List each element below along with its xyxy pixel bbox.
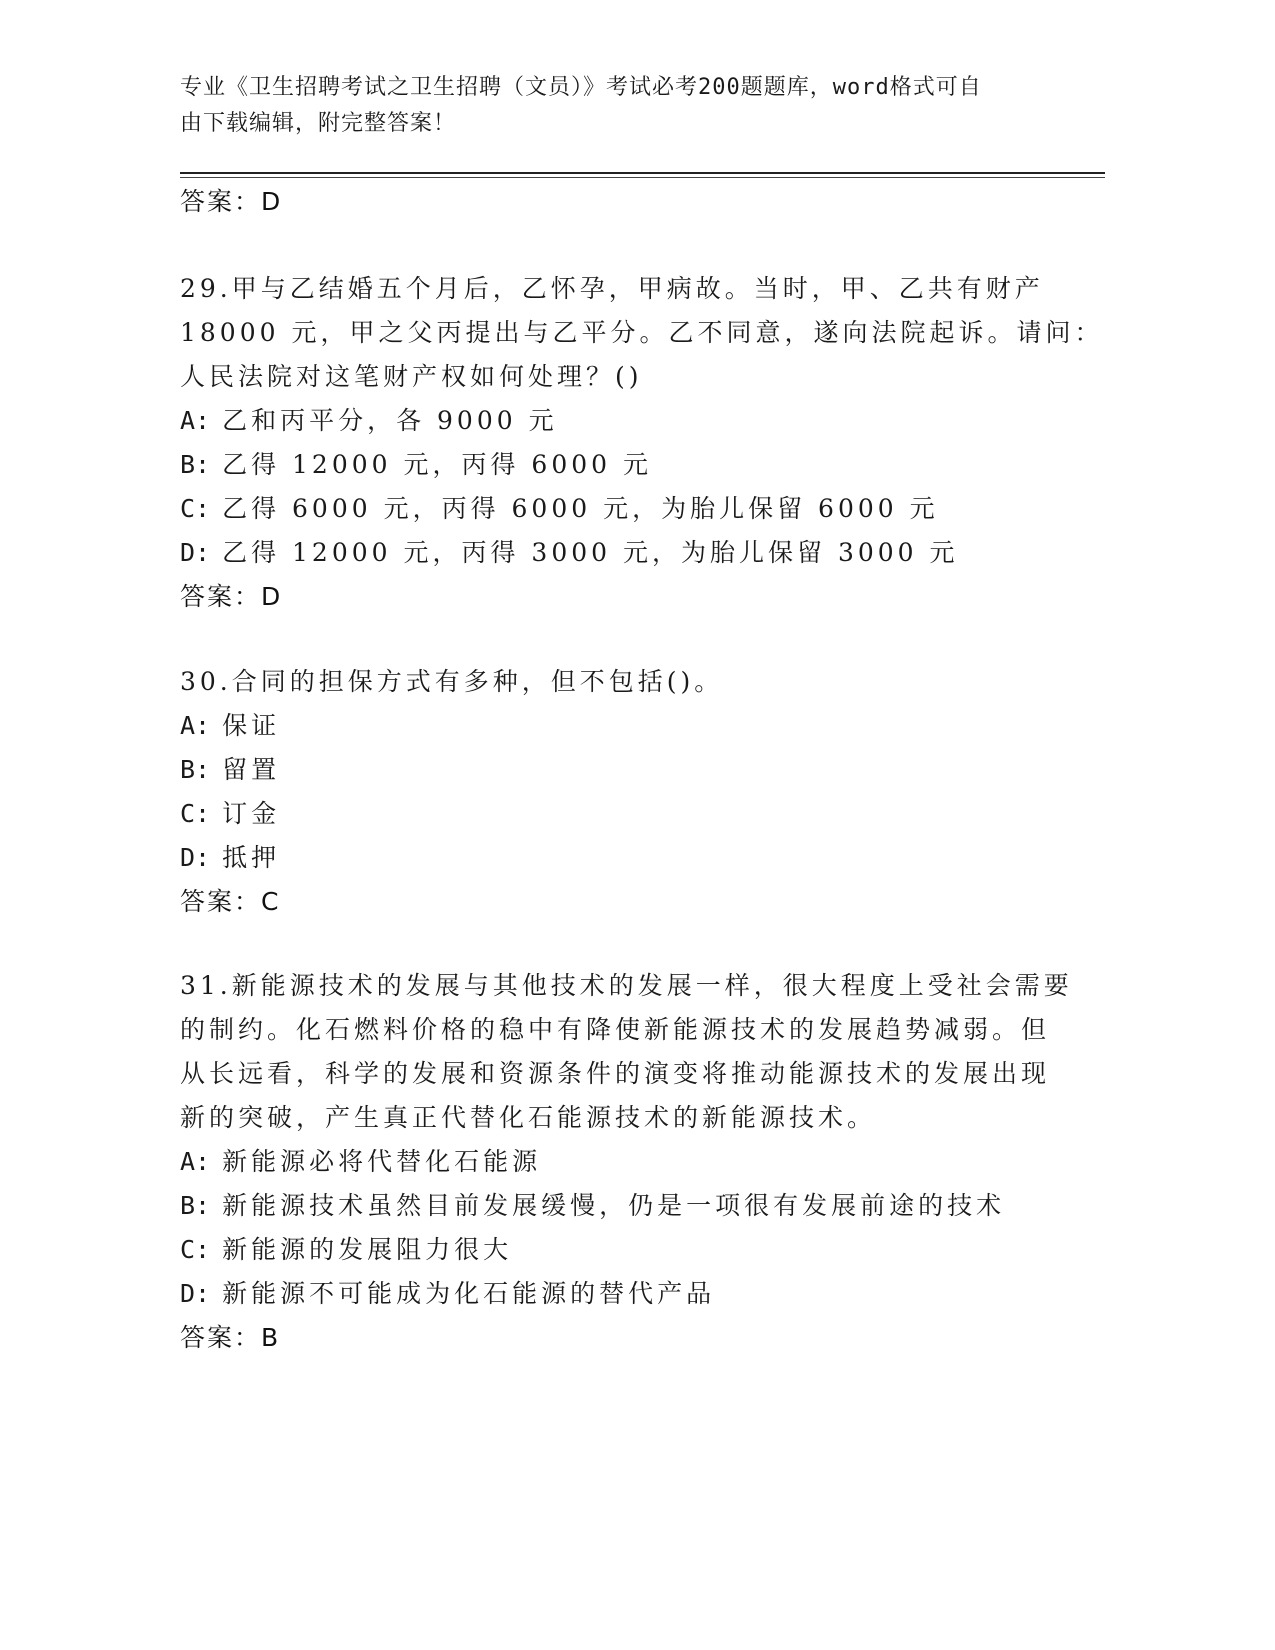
option-text: 乙得 12000 元，丙得 6000 元 (222, 450, 653, 479)
question-30 (180, 660, 1060, 924)
option-d (180, 1272, 1060, 1316)
answer: 答案：D (180, 582, 283, 611)
option-key: D: (180, 538, 211, 567)
option-text: 乙得 6000 元，丙得 6000 元，为胎儿保留 6000 元 (222, 494, 939, 523)
answer: 答案：B (180, 1323, 281, 1352)
option-key: C: (180, 799, 211, 828)
option-key: B: (180, 450, 211, 479)
option-key: B: (180, 755, 211, 784)
option-key: A: (180, 406, 211, 435)
option-key: C: (180, 494, 211, 523)
option-text: 留置 (222, 755, 281, 784)
question-stem-line: 从长远看，科学的发展和资源条件的演变将推动能源技术的发展出现 (180, 1059, 1051, 1088)
header-line-2: 由下载编辑，附完整答案！ (180, 111, 457, 136)
option-c (180, 1228, 1060, 1272)
option-key: A: (180, 1147, 211, 1176)
option-c (180, 487, 1060, 531)
question-31 (180, 964, 1073, 1360)
option-a (180, 704, 1060, 748)
document-header (180, 70, 1040, 142)
option-text: 乙和丙平分，各 9000 元 (222, 406, 558, 435)
option-text: 新能源技术虽然目前发展缓慢，仍是一项很有发展前途的技术 (222, 1191, 1006, 1220)
option-b (180, 1184, 1060, 1228)
previous-answer-block (180, 180, 1060, 224)
question-stem-line: 18000 元，甲之父丙提出与乙平分。乙不同意，遂向法院起诉。请问： (180, 318, 1104, 347)
option-d (180, 836, 1060, 880)
question-stem-line: 30.合同的担保方式有多种，但不包括()。 (180, 667, 724, 696)
option-b (180, 443, 1060, 487)
option-d (180, 531, 1060, 575)
option-text: 保证 (222, 711, 281, 740)
option-text: 乙得 12000 元，丙得 3000 元，为胎儿保留 3000 元 (222, 538, 959, 567)
header-divider-thick (180, 172, 1105, 174)
option-a (180, 1140, 1060, 1184)
option-key: A: (180, 711, 211, 740)
option-text: 抵押 (222, 843, 281, 872)
option-text: 订金 (222, 799, 281, 828)
option-text: 新能源必将代替化石能源 (222, 1147, 542, 1176)
question-stem-line: 新的突破，产生真正代替化石能源技术的新能源技术。 (180, 1103, 877, 1132)
option-key: B: (180, 1191, 211, 1220)
header-line-1: 专业《卫生招聘考试之卫生招聘（文员）》考试必考200题题库，word格式可自 (180, 75, 982, 100)
previous-answer: 答案：D (180, 187, 283, 216)
question-29 (180, 267, 1104, 619)
option-key: C: (180, 1235, 211, 1264)
option-a (180, 399, 1060, 443)
answer: 答案：C (180, 887, 281, 916)
option-text: 新能源的发展阻力很大 (222, 1235, 513, 1264)
question-stem-line: 人民法院对这笔财产权如何处理？() (180, 362, 643, 391)
option-key: D: (180, 1279, 211, 1308)
header-divider-thin (180, 177, 1105, 178)
option-b (180, 748, 1060, 792)
option-text: 新能源不可能成为化石能源的替代产品 (222, 1279, 716, 1308)
option-c (180, 792, 1060, 836)
option-key: D: (180, 843, 211, 872)
question-stem-line: 的制约。化石燃料价格的稳中有降使新能源技术的发展趋势减弱。但 (180, 1015, 1051, 1044)
question-stem-line: 29.甲与乙结婚五个月后，乙怀孕，甲病故。当时，甲、乙共有财产 (180, 274, 1044, 303)
question-stem-line: 31.新能源技术的发展与其他技术的发展一样，很大程度上受社会需要 (180, 971, 1073, 1000)
